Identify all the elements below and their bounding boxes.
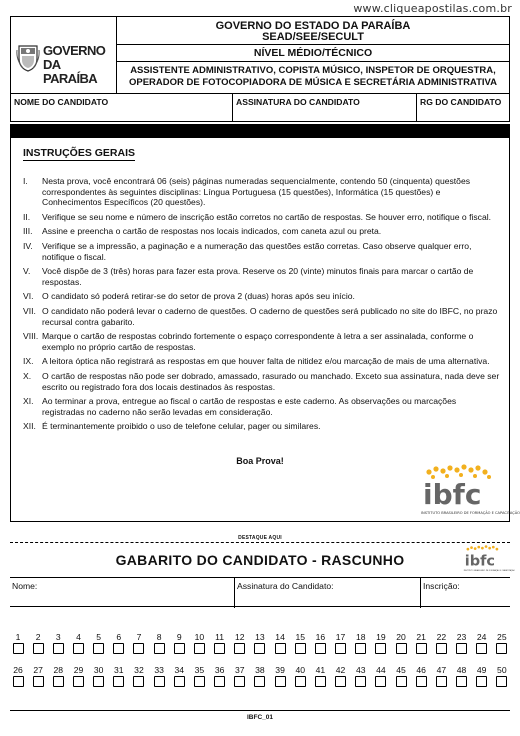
divider-bar bbox=[10, 124, 510, 138]
answer-box[interactable] bbox=[93, 643, 104, 654]
ibfc-small-logo-text: ibfc bbox=[464, 553, 496, 570]
candidate-signature-field[interactable]: ASSINATURA DO CANDIDATO bbox=[233, 94, 417, 122]
answer-box[interactable] bbox=[315, 676, 326, 687]
answer-question bbox=[331, 664, 351, 687]
question-number: 6 bbox=[116, 632, 122, 642]
title-line-2: SEAD/SEE/SECULT bbox=[262, 31, 364, 43]
answer-box[interactable] bbox=[214, 643, 225, 654]
answer-question bbox=[210, 631, 230, 654]
logo-line-1: GOVERNO bbox=[43, 43, 106, 58]
instruction-number: X. bbox=[23, 370, 32, 381]
question-number: 11 bbox=[215, 632, 225, 642]
answer-question bbox=[230, 631, 250, 654]
answer-box[interactable] bbox=[355, 643, 366, 654]
candidate-rg-field[interactable]: RG DO CANDIDATO bbox=[420, 97, 502, 107]
answer-question bbox=[452, 631, 472, 654]
answer-question bbox=[48, 631, 68, 654]
answer-box[interactable] bbox=[174, 643, 185, 654]
answer-box[interactable] bbox=[234, 643, 245, 654]
question-number: 21 bbox=[416, 632, 426, 642]
answer-box[interactable] bbox=[396, 643, 407, 654]
instruction-number: IX. bbox=[23, 356, 34, 367]
instruction-text: É terminantemente proibido o uso de telefone celular, pager ou similares. bbox=[42, 421, 321, 432]
answer-question bbox=[371, 631, 391, 654]
answer-box[interactable] bbox=[33, 643, 44, 654]
answer-box[interactable] bbox=[436, 676, 447, 687]
exam-header bbox=[10, 16, 510, 122]
answer-box[interactable] bbox=[154, 643, 165, 654]
question-number: 34 bbox=[174, 665, 185, 675]
answer-question bbox=[210, 664, 230, 687]
answer-question bbox=[109, 664, 129, 687]
answer-grid-row-2 bbox=[8, 664, 512, 694]
answer-question bbox=[351, 631, 371, 654]
answer-question bbox=[8, 664, 28, 687]
exam-level: NÍVEL MÉDIO/TÉCNICO bbox=[117, 45, 509, 62]
answer-name-field[interactable]: Nome: bbox=[10, 578, 235, 608]
answer-question bbox=[492, 631, 512, 654]
answer-question bbox=[48, 664, 68, 687]
answer-box[interactable] bbox=[254, 676, 265, 687]
instruction-text: Marque o cartão de respostas cobrindo fortemente o espaço correspondente à letra a ser assinalada, conforme o exemplo no próprio cartão de respostas. bbox=[42, 331, 474, 352]
question-number: 22 bbox=[436, 632, 447, 642]
answer-question bbox=[8, 631, 28, 654]
answer-question bbox=[89, 664, 109, 687]
answer-box[interactable] bbox=[133, 643, 144, 654]
answer-box[interactable] bbox=[73, 643, 84, 654]
answer-question bbox=[331, 631, 351, 654]
question-number: 1 bbox=[15, 632, 21, 642]
question-number: 4 bbox=[76, 632, 81, 642]
instructions-list bbox=[23, 176, 501, 436]
answer-question bbox=[149, 664, 169, 687]
answer-question bbox=[109, 631, 129, 654]
answer-question bbox=[169, 631, 189, 654]
answer-question bbox=[310, 631, 330, 654]
instruction-text: O candidato não poderá levar o caderno de questões. O caderno de questões será publicado no site do IBFC, no prazo recursal contra gabarito. bbox=[42, 305, 498, 327]
question-number: 31 bbox=[114, 665, 124, 675]
answer-box[interactable] bbox=[416, 643, 427, 654]
question-number: 24 bbox=[476, 632, 487, 642]
watermark-url: www.cliqueapostilas.com.br bbox=[353, 2, 512, 15]
answer-box[interactable] bbox=[174, 676, 185, 687]
answer-box[interactable] bbox=[93, 676, 104, 687]
question-number: 2 bbox=[35, 632, 41, 642]
answer-question bbox=[270, 664, 290, 687]
government-logo-text bbox=[43, 44, 116, 86]
instruction-number: V. bbox=[23, 266, 31, 277]
answer-box[interactable] bbox=[53, 643, 64, 654]
answer-box[interactable] bbox=[355, 676, 366, 687]
question-number: 15 bbox=[295, 632, 306, 642]
answer-question bbox=[270, 631, 290, 654]
instruction-item bbox=[23, 241, 501, 262]
answer-question bbox=[68, 631, 88, 654]
answer-box[interactable] bbox=[194, 643, 205, 654]
answer-question bbox=[452, 664, 472, 687]
answer-sheet-title: GABARITO DO CANDIDATO - RASCUNHO bbox=[115, 552, 405, 568]
ibfc-logo bbox=[419, 464, 520, 518]
answer-box[interactable] bbox=[53, 676, 64, 687]
ibfc-logo-small bbox=[462, 545, 515, 573]
ibfc-logo-text: ibfc bbox=[423, 478, 482, 511]
answer-box[interactable] bbox=[295, 643, 306, 654]
instruction-text: O candidato só poderá retirar-se do setor de prova 2 (duas) horas após seu início. bbox=[42, 291, 355, 302]
logo-line-2: DA PARAÍBA bbox=[43, 57, 98, 86]
instruction-text: Verifique se seu nome e número de inscrição estão corretos no cartão de respostas. Se houver erro, notifique o fiscal. bbox=[42, 211, 492, 222]
answer-box[interactable] bbox=[194, 676, 205, 687]
answer-question bbox=[431, 631, 451, 654]
answer-question bbox=[472, 664, 492, 687]
answer-box[interactable] bbox=[476, 643, 487, 654]
footer-line bbox=[10, 710, 510, 711]
answer-box[interactable] bbox=[335, 676, 346, 687]
instruction-item bbox=[23, 266, 501, 287]
question-number: 35 bbox=[194, 665, 205, 675]
instruction-text: Ao terminar a prova, entregue ao fiscal o cartão de respostas e este caderno. As observações ou marcações registradas no caderno não serão levadas em consideração. bbox=[42, 396, 457, 417]
question-number: 30 bbox=[93, 665, 104, 675]
positions-line-2: OPERADOR DE FOTOCOPIADORA DE MÚSICA E SECRETÁRIA ADMINISTRATIVA bbox=[128, 77, 498, 88]
instruction-item bbox=[23, 356, 501, 367]
instruction-item bbox=[23, 176, 501, 208]
answer-question bbox=[371, 664, 391, 687]
instruction-text: O cartão de respostas não pode ser dobrado, amassado, rasurado ou manchado. Exceto sua assinatura, nada deve ser escrito ou registrado fora dos locais destinados às respostas. bbox=[42, 370, 500, 392]
instruction-number: III. bbox=[23, 226, 33, 237]
answer-box[interactable] bbox=[295, 676, 306, 687]
instruction-item bbox=[23, 421, 501, 432]
candidate-name-field[interactable]: NOME DO CANDIDATO bbox=[11, 94, 233, 122]
answer-question bbox=[129, 664, 149, 687]
answer-box[interactable] bbox=[416, 676, 427, 687]
answer-question bbox=[411, 664, 431, 687]
answer-question bbox=[129, 631, 149, 654]
question-number: 14 bbox=[275, 632, 285, 642]
title-line-1: GOVERNO DO ESTADO DA PARAÍBA bbox=[215, 20, 411, 32]
instruction-number: VII. bbox=[23, 305, 36, 316]
answer-grid-row-1 bbox=[8, 631, 512, 661]
instruction-number: IV. bbox=[23, 240, 33, 251]
detach-label: DESTAQUE AQUI bbox=[238, 535, 282, 541]
question-number: 23 bbox=[456, 632, 467, 642]
closing-message: Boa Prova! bbox=[236, 456, 284, 466]
answer-question bbox=[28, 631, 48, 654]
instruction-text: Verifique se a impressão, a paginação e a numeração das questões estão corretas. Caso observe qualquer erro, notifique o fiscal. bbox=[42, 240, 472, 262]
answer-box[interactable] bbox=[496, 643, 507, 654]
answer-box[interactable] bbox=[133, 676, 144, 687]
answer-question bbox=[411, 631, 431, 654]
answer-question bbox=[290, 631, 310, 654]
government-logo bbox=[11, 17, 117, 93]
question-number: 17 bbox=[335, 632, 346, 642]
question-number: 45 bbox=[396, 665, 406, 675]
answer-box[interactable] bbox=[13, 643, 24, 654]
question-number: 19 bbox=[376, 632, 386, 642]
question-number: 33 bbox=[154, 665, 164, 675]
answer-box[interactable] bbox=[436, 643, 447, 654]
answer-box[interactable] bbox=[375, 643, 386, 654]
answer-question bbox=[431, 664, 451, 687]
instruction-text: Assine e preencha o cartão de respostas nos locais indicados, com caneta azul ou preta. bbox=[42, 226, 382, 237]
instruction-item bbox=[23, 212, 501, 223]
instruction-item bbox=[23, 371, 501, 392]
answer-box[interactable] bbox=[154, 676, 165, 687]
positions-line-1: ASSISTENTE ADMINISTRATIVO, COPISTA MÚSICO, INSPETOR DE ORQUESTRA, bbox=[130, 65, 496, 76]
coat-of-arms-icon bbox=[17, 42, 39, 72]
detach-line bbox=[10, 542, 510, 543]
question-number: 13 bbox=[255, 632, 265, 642]
question-number: 36 bbox=[214, 665, 225, 675]
answer-registration-field[interactable]: Inscrição: bbox=[423, 581, 460, 591]
instruction-number: I. bbox=[23, 176, 28, 186]
question-number: 47 bbox=[436, 665, 447, 675]
instruction-item bbox=[23, 291, 501, 302]
answer-question bbox=[310, 664, 330, 687]
question-number: 43 bbox=[355, 665, 366, 675]
question-number: 27 bbox=[33, 665, 43, 675]
answer-box[interactable] bbox=[113, 643, 124, 654]
instructions-section bbox=[10, 138, 520, 522]
ibfc-small-logo-subtitle: INSTITUTO BRASILEIRO DE FORMAÇÃO E CAPACITAÇÃO bbox=[463, 569, 515, 572]
answer-box[interactable] bbox=[13, 676, 24, 687]
question-number: 25 bbox=[497, 632, 507, 642]
question-number: 9 bbox=[176, 632, 182, 642]
question-number: 50 bbox=[497, 665, 507, 675]
instruction-text: A leitora óptica não registrará as respostas em que houver falta de nitidez e/ou marcação de mais de uma alternativa. bbox=[42, 356, 490, 367]
instruction-number: XII. bbox=[23, 421, 36, 432]
answer-question bbox=[189, 631, 209, 654]
answer-question bbox=[250, 664, 270, 687]
answer-box[interactable] bbox=[396, 676, 407, 687]
instruction-text: Nesta prova, você encontrará 06 (seis) páginas numeradas sequencialmente, contendo 50 (cinquenta) questões correspondentes às seguintes disciplinas: Língua Portuguesa (15 questões), Informática (15 questões) e Conhecimentos Específicos (20 questões). bbox=[42, 176, 471, 208]
exam-positions bbox=[117, 62, 509, 93]
question-number: 49 bbox=[476, 665, 487, 675]
question-number: 16 bbox=[315, 632, 326, 642]
instruction-item bbox=[23, 306, 501, 327]
question-number: 29 bbox=[73, 665, 84, 675]
instruction-number: VIII. bbox=[23, 331, 39, 342]
government-title bbox=[117, 17, 509, 45]
answer-sheet-fields bbox=[10, 577, 510, 607]
answer-box[interactable] bbox=[113, 676, 124, 687]
answer-box[interactable] bbox=[214, 676, 225, 687]
question-number: 20 bbox=[396, 632, 406, 642]
answer-box[interactable] bbox=[73, 676, 84, 687]
answer-box[interactable] bbox=[496, 676, 507, 687]
instruction-item bbox=[23, 396, 501, 417]
instruction-number: VI. bbox=[23, 291, 34, 302]
question-number: 37 bbox=[234, 665, 245, 675]
question-number: 7 bbox=[136, 632, 142, 642]
question-number: 48 bbox=[456, 665, 467, 675]
candidate-info-row bbox=[11, 93, 509, 121]
answer-question bbox=[351, 664, 371, 687]
answer-box[interactable] bbox=[335, 643, 346, 654]
question-number: 28 bbox=[53, 665, 64, 675]
question-number: 8 bbox=[156, 632, 162, 642]
question-number: 40 bbox=[295, 665, 306, 675]
question-number: 32 bbox=[134, 665, 144, 675]
answer-box[interactable] bbox=[456, 676, 467, 687]
question-number: 46 bbox=[416, 665, 426, 675]
answer-box[interactable] bbox=[456, 643, 467, 654]
answer-box[interactable] bbox=[476, 676, 487, 687]
answer-question bbox=[149, 631, 169, 654]
answer-box[interactable] bbox=[234, 676, 245, 687]
answer-signature-field[interactable]: Assinatura do Candidato: bbox=[235, 578, 421, 608]
question-number: 38 bbox=[255, 665, 265, 675]
question-number: 41 bbox=[315, 665, 326, 675]
question-number: 18 bbox=[355, 632, 366, 642]
footer-code: IBFC_01 bbox=[246, 714, 273, 721]
answer-question bbox=[290, 664, 310, 687]
answer-question bbox=[250, 631, 270, 654]
answer-question bbox=[89, 631, 109, 654]
question-number: 3 bbox=[55, 632, 61, 642]
answer-box[interactable] bbox=[275, 643, 286, 654]
question-number: 44 bbox=[376, 665, 386, 675]
answer-question bbox=[391, 664, 411, 687]
answer-question bbox=[68, 664, 88, 687]
answer-box[interactable] bbox=[275, 676, 286, 687]
answer-question bbox=[230, 664, 250, 687]
answer-question bbox=[391, 631, 411, 654]
answer-question bbox=[169, 664, 189, 687]
answer-box[interactable] bbox=[254, 643, 265, 654]
answer-box[interactable] bbox=[33, 676, 44, 687]
instruction-item bbox=[23, 331, 501, 352]
question-number: 10 bbox=[194, 632, 205, 642]
answer-question bbox=[492, 664, 512, 687]
instruction-text: Você dispõe de 3 (três) horas para fazer esta prova. Reserve os 20 (vinte) minutos finais para marcar o cartão de respostas. bbox=[42, 266, 474, 287]
answer-question bbox=[28, 664, 48, 687]
instruction-item bbox=[23, 226, 501, 237]
ibfc-logo-subtitle: INSTITUTO BRASILEIRO DE FORMAÇÃO E CAPACITAÇÃO bbox=[421, 511, 520, 515]
instruction-number: II. bbox=[23, 211, 31, 222]
answer-box[interactable] bbox=[375, 676, 386, 687]
question-number: 26 bbox=[13, 665, 23, 675]
answer-box[interactable] bbox=[315, 643, 326, 654]
instructions-title: INSTRUÇÕES GERAIS bbox=[23, 147, 136, 159]
answer-question bbox=[472, 631, 492, 654]
question-number: 42 bbox=[335, 665, 346, 675]
question-number: 5 bbox=[96, 632, 102, 642]
question-number: 39 bbox=[275, 665, 285, 675]
instruction-number: XI. bbox=[23, 396, 34, 407]
question-number: 12 bbox=[234, 632, 245, 642]
answer-question bbox=[189, 664, 209, 687]
